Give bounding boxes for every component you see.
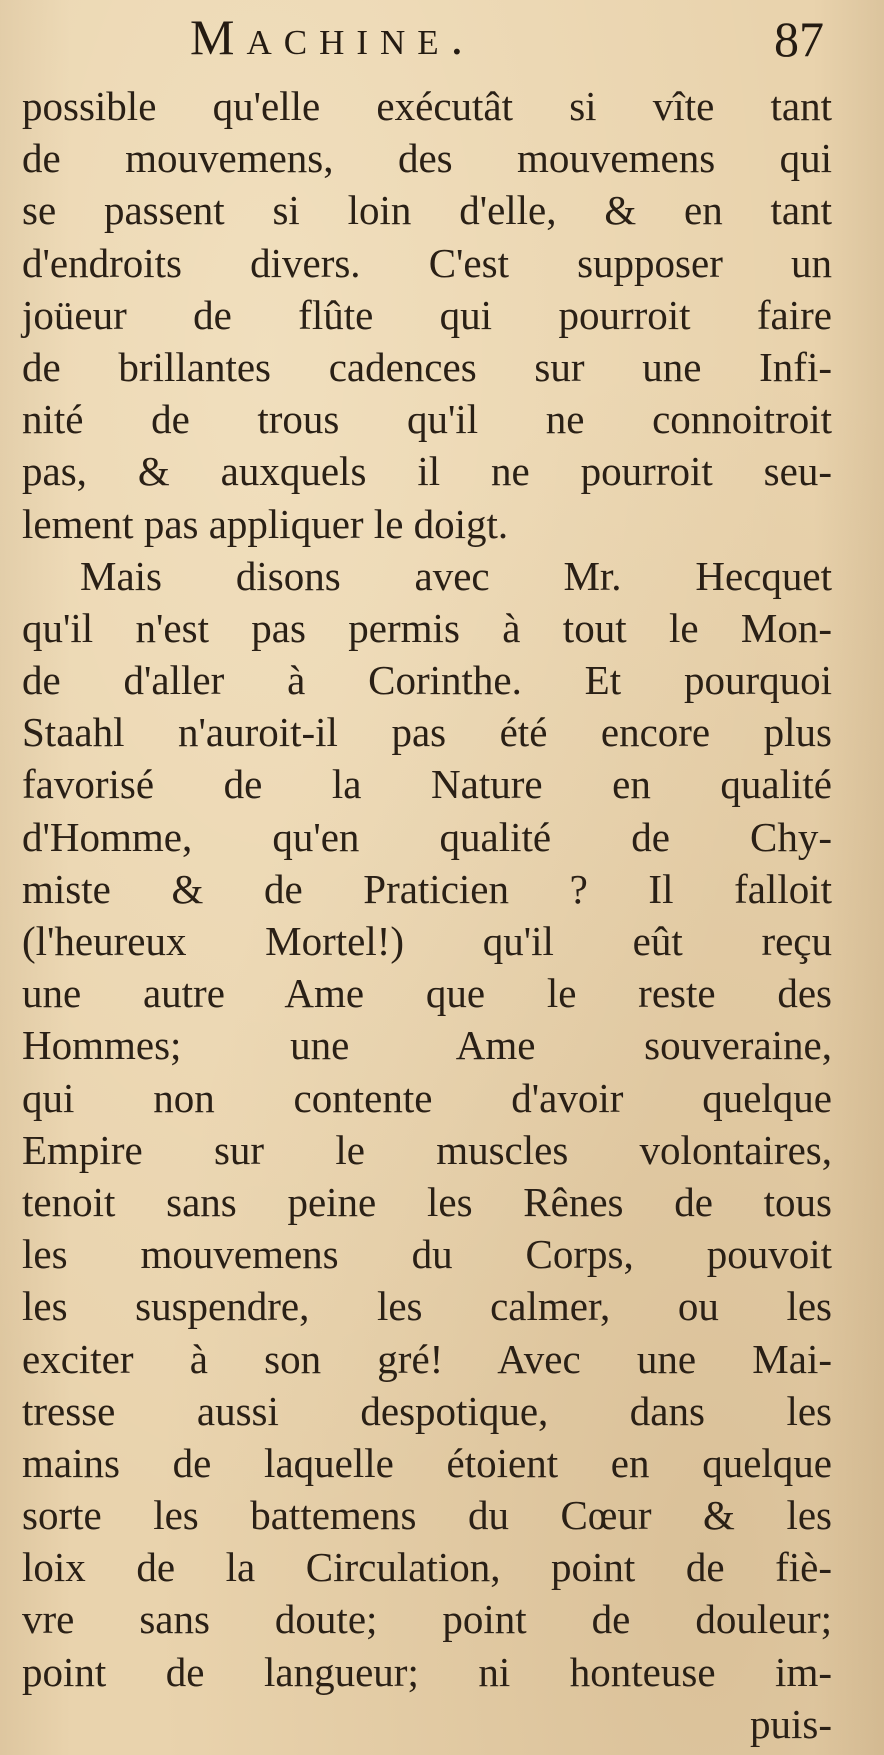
text-line: pas, & auxquels il ne pourroit seu- (22, 448, 832, 495)
text-line: possible qu'elle exécutât si vîte tant (22, 83, 832, 129)
text-line: qui non contente d'avoir quelque (22, 1074, 832, 1121)
text-line: point de langueur; ni honteuse im- (22, 1648, 832, 1695)
text-line: tresse aussi despotique, dans les (22, 1387, 832, 1434)
text-line: exciter à son gré! Avec une Mai- (22, 1335, 832, 1382)
text-line: vre sans doute; point de douleur; (22, 1596, 832, 1643)
page-header (0, 8, 884, 68)
running-title: Machine. (190, 9, 476, 65)
text-line: les mouvemens du Corps, pouvoit (22, 1231, 832, 1278)
text-line: Staahl n'auroit-il pas été encore plus (22, 709, 832, 756)
text-line: de brillantes cadences sur une Infi- (22, 343, 832, 390)
text-line: loix de la Circulation, point de fiè- (22, 1544, 832, 1591)
text-line: nité de trous qu'il ne connoitroit (22, 396, 832, 443)
text-line: de mouvemens, des mouvemens qui (22, 135, 832, 182)
text-line: (l'heureux Mortel!) qu'il eût reçu (22, 918, 832, 964)
text-line: de d'aller à Corinthe. Et pourquoi (22, 657, 832, 704)
text-line: les suspendre, les calmer, ou les (22, 1283, 832, 1330)
text-line: sorte les battemens du Cœur & les (22, 1492, 832, 1539)
text-line: se passent si loin d'elle, & en tant (22, 187, 832, 234)
text-line: Hommes; une Ame souveraine, (22, 1022, 832, 1069)
page-number: 87 (774, 11, 824, 67)
text-line: d'endroits divers. C'est supposer un (22, 239, 832, 286)
text-line: lement pas appliquer le doigt. (22, 500, 509, 547)
paragraph-start-line: Mais disons avec Mr. Hecquet (80, 552, 832, 599)
text-line: Empire sur le muscles volontaires, (22, 1126, 832, 1173)
catchword: puis- (750, 1700, 832, 1747)
body-text (22, 80, 832, 1750)
text-line: joüeur de flûte qui pourroit faire (22, 291, 832, 338)
text-line: mains de laquelle étoient en quelque (22, 1439, 832, 1486)
text-line: d'Homme, qu'en qualité de Chy- (22, 813, 832, 860)
text-line: favorisé de la Nature en qualité (22, 761, 832, 808)
text-line: qu'il n'est pas permis à tout le Mon- (22, 604, 832, 651)
text-line: une autre Ame que le reste des (22, 970, 832, 1017)
text-line: miste & de Praticien ? Il falloit (22, 865, 832, 912)
text-line: tenoit sans peine les Rênes de tous (22, 1178, 832, 1225)
